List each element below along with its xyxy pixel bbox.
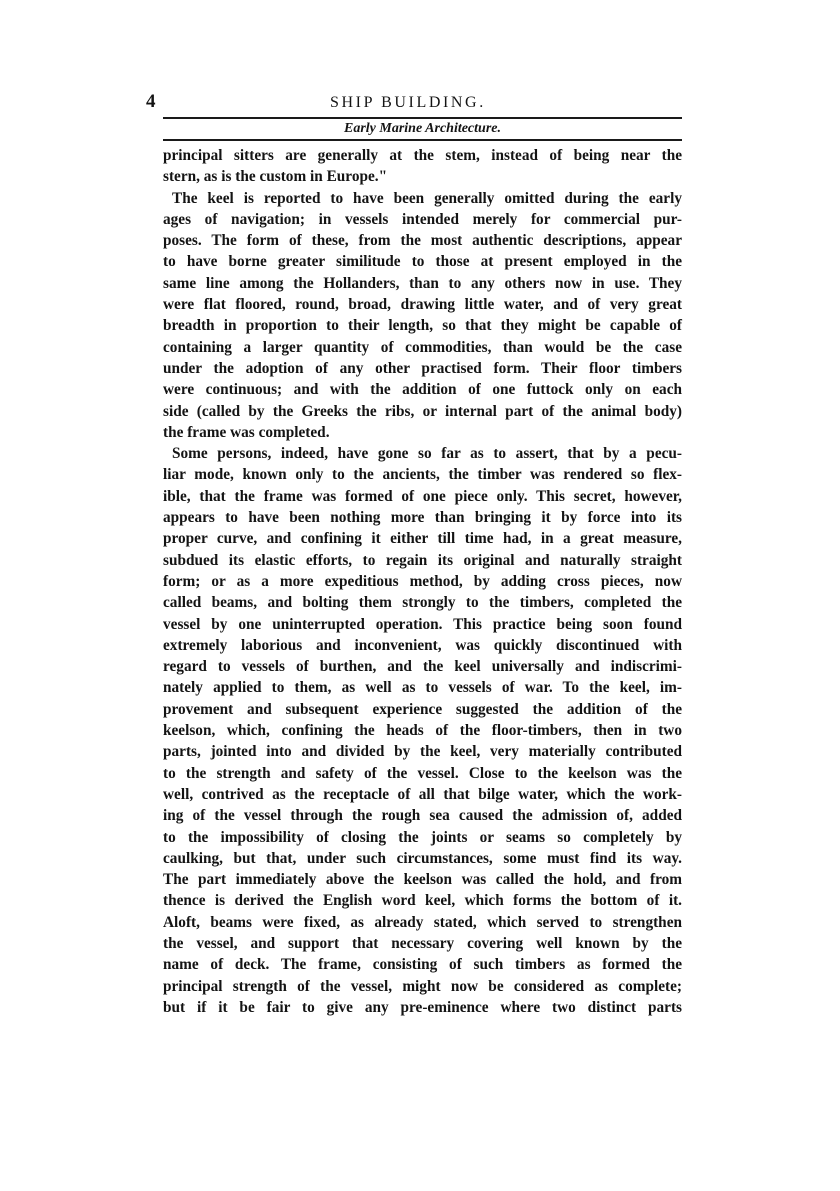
- text-line: to the strength and safety of the vessel. Close to the keelson was the: [163, 764, 682, 782]
- text-line: to the impossibility of closing the joints or seams so completely by: [163, 828, 682, 846]
- text-line: the frame was completed.: [163, 423, 330, 441]
- text-line: liar mode, known only to the ancients, the timber was rendered so flex-: [163, 466, 682, 484]
- header-rule-bottom: [163, 139, 682, 141]
- text-line: The part immediately above the keelson was called the hold, and from: [163, 871, 682, 889]
- text-line: were flat floored, round, broad, drawing little water, and of very great: [163, 296, 682, 314]
- text-line: vessel by one uninterrupted operation. This practice being soon found: [163, 615, 682, 633]
- text-line: principal sitters are generally at the stem, instead of being near the: [163, 147, 682, 164]
- text-line: ing of the vessel through the rough sea caused the admission of, added: [163, 807, 682, 825]
- text-line: appears to have been nothing more than bringing it by force into its: [163, 509, 682, 527]
- text-line: The keel is reported to have been generally omitted during the early: [172, 189, 682, 207]
- body-text: [163, 145, 682, 1018]
- text-line: ible, that the frame was formed of one piece only. This secret, however,: [163, 487, 682, 505]
- text-line: the vessel, and support that necessary covering well known by the: [163, 934, 682, 952]
- text-line: subdued its elastic efforts, to regain its original and naturally straight: [163, 551, 682, 569]
- text-line: parts, jointed into and divided by the keel, very materially contributed: [163, 743, 682, 761]
- text-line: Aloft, beams were fixed, as already stated, which served to strengthen: [163, 913, 682, 931]
- text-line: to have borne greater similitude to those at present employed in the: [163, 253, 682, 271]
- text-line: name of deck. The frame, consisting of such timbers as formed the: [163, 956, 682, 974]
- text-line: caulking, but that, under such circumstances, some must find its way.: [163, 849, 682, 867]
- text-line: but if it be fair to give any pre-eminence where two distinct parts: [163, 998, 682, 1016]
- text-line: side (called by the Greeks the ribs, or internal part of the animal body): [163, 402, 682, 420]
- text-line: same line among the Hollanders, than to any others now in use. They: [163, 274, 682, 292]
- text-line: breadth in proportion to their length, so that they might be capable of: [163, 317, 682, 335]
- text-line: proper curve, and confining it either till time had, in a great measure,: [163, 530, 682, 548]
- text-line: form; or as a more expeditious method, by adding cross pieces, now: [163, 572, 682, 590]
- text-line: poses. The form of these, from the most authentic descriptions, appear: [163, 232, 682, 250]
- text-line: were continuous; and with the addition of one futtock only on each: [163, 381, 682, 399]
- text-line: ages of navigation; in vessels intended merely for commercial pur-: [163, 210, 682, 228]
- text-line: nately applied to them, as well as to vessels of war. To the keel, im-: [163, 679, 682, 697]
- text-line: extremely laborious and inconvenient, was quickly discontinued with: [163, 636, 682, 654]
- text-line: under the adoption of any other practised form. Their floor timbers: [163, 359, 682, 377]
- text-line: called beams, and bolting them strongly to the timbers, completed the: [163, 594, 682, 612]
- text-line: provement and subsequent experience suggested the addition of the: [163, 700, 682, 718]
- text-line: stern, as is the custom in Europe.": [163, 168, 388, 186]
- text-line: keelson, which, confining the heads of the floor-timbers, then in two: [163, 722, 682, 740]
- running-title: SHIP BUILDING.: [330, 94, 486, 111]
- text-line: well, contrived as the receptacle of all that bilge water, which the work-: [163, 785, 682, 803]
- text-line: containing a larger quantity of commodities, than would be the case: [163, 338, 682, 356]
- text-line: principal strength of the vessel, might now be considered as complete;: [163, 977, 682, 995]
- text-line: Some persons, indeed, have gone so far as to assert, that by a pecu-: [172, 445, 682, 463]
- text-line: regard to vessels of burthen, and the keel universally and indiscrimi-: [163, 658, 682, 676]
- section-title: Early Marine Architecture.: [344, 121, 501, 136]
- text-line: thence is derived the English word keel, which forms the bottom of it.: [163, 892, 682, 910]
- page-number: 4: [146, 91, 156, 112]
